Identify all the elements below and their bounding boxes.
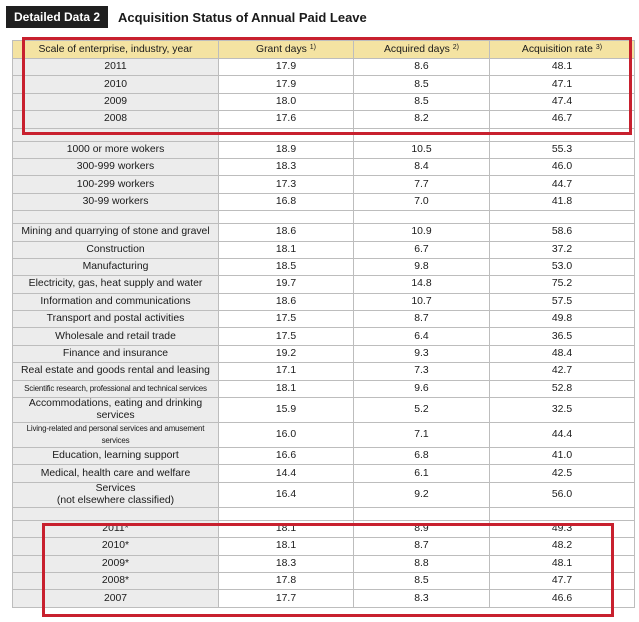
row-label: Scientific research, professional and technical services bbox=[13, 380, 219, 397]
row-label: Medical, health care and welfare bbox=[13, 465, 219, 482]
acquisition-rate-cell: 48.1 bbox=[490, 59, 635, 76]
acquired-days-cell: 7.0 bbox=[354, 193, 490, 210]
acquired-days-cell: 8.7 bbox=[354, 311, 490, 328]
spacer-row bbox=[13, 211, 635, 224]
table-row bbox=[13, 258, 635, 275]
grant-days-cell: 17.5 bbox=[219, 328, 354, 345]
grant-days-cell: 15.9 bbox=[219, 398, 354, 423]
acquired-days-cell: 7.1 bbox=[354, 423, 490, 448]
table-row bbox=[13, 363, 635, 380]
acquisition-rate-cell: 58.6 bbox=[490, 224, 635, 241]
column-header: Grant days $^{1)}$ bbox=[219, 41, 354, 59]
acquisition-rate-cell: 47.1 bbox=[490, 76, 635, 93]
row-label: 2011 bbox=[13, 59, 219, 76]
acquired-days-cell: 9.2 bbox=[354, 482, 490, 507]
table-row bbox=[13, 176, 635, 193]
acquired-days-cell: 8.5 bbox=[354, 572, 490, 589]
column-header: Acquisition rate $^{3)}$ bbox=[490, 41, 635, 59]
row-label: 2009* bbox=[13, 555, 219, 572]
acquired-days-cell: 8.6 bbox=[354, 59, 490, 76]
acquired-days-cell: 8.7 bbox=[354, 538, 490, 555]
acquisition-rate-cell: 48.4 bbox=[490, 345, 635, 362]
row-label: 2010* bbox=[13, 538, 219, 555]
acquired-days-cell: 10.9 bbox=[354, 224, 490, 241]
acquisition-rate-cell: 47.4 bbox=[490, 93, 635, 110]
grant-days-cell: 18.1 bbox=[219, 241, 354, 258]
row-label: Construction bbox=[13, 241, 219, 258]
acquired-days-cell: 10.7 bbox=[354, 293, 490, 310]
grant-days-cell: 18.0 bbox=[219, 93, 354, 110]
row-label: Transport and postal activities bbox=[13, 311, 219, 328]
grant-days-cell: 18.1 bbox=[219, 520, 354, 537]
row-label: Mining and quarrying of stone and gravel bbox=[13, 224, 219, 241]
acquired-days-cell: 6.4 bbox=[354, 328, 490, 345]
acquisition-rate-cell: 42.7 bbox=[490, 363, 635, 380]
row-label: 30-99 workers bbox=[13, 193, 219, 210]
acquired-days-cell: 14.8 bbox=[354, 276, 490, 293]
grant-days-cell: 17.1 bbox=[219, 363, 354, 380]
highlight-box-bottom bbox=[42, 523, 614, 617]
acquisition-rate-cell: 75.2 bbox=[490, 276, 635, 293]
column-header: Acquired days $^{2)}$ bbox=[354, 41, 490, 59]
row-label: 2009 bbox=[13, 93, 219, 110]
section-tag: Detailed Data 2 bbox=[6, 6, 108, 28]
acquired-days-cell: 9.6 bbox=[354, 380, 490, 397]
acquired-days-cell: 6.1 bbox=[354, 465, 490, 482]
row-label bbox=[13, 482, 219, 507]
row-label: 1000 or more wokers bbox=[13, 141, 219, 158]
acquisition-rate-cell: 44.7 bbox=[490, 176, 635, 193]
acquired-days-cell: 8.4 bbox=[354, 158, 490, 175]
grant-days-cell: 16.6 bbox=[219, 448, 354, 465]
row-label: Electricity, gas, heat supply and water bbox=[13, 276, 219, 293]
spacer-row bbox=[13, 507, 635, 520]
table-row bbox=[13, 328, 635, 345]
grant-days-cell: 16.8 bbox=[219, 193, 354, 210]
grant-days-cell: 17.9 bbox=[219, 76, 354, 93]
grant-days-cell: 17.7 bbox=[219, 590, 354, 607]
row-label: Wholesale and retail trade bbox=[13, 328, 219, 345]
acquisition-rate-cell: 48.2 bbox=[490, 538, 635, 555]
acquisition-rate-cell: 48.1 bbox=[490, 555, 635, 572]
acquired-days-cell: 8.9 bbox=[354, 520, 490, 537]
grant-days-cell: 18.3 bbox=[219, 555, 354, 572]
table-row bbox=[13, 293, 635, 310]
grant-days-cell: 18.6 bbox=[219, 224, 354, 241]
grant-days-cell: 18.5 bbox=[219, 258, 354, 275]
acquired-days-cell: 8.5 bbox=[354, 93, 490, 110]
page-title: Acquisition Status of Annual Paid Leave bbox=[118, 9, 367, 25]
table-row bbox=[13, 311, 635, 328]
row-label: 2007 bbox=[13, 590, 219, 607]
table-row bbox=[13, 141, 635, 158]
grant-days-cell: 18.1 bbox=[219, 538, 354, 555]
acquisition-rate-cell: 55.3 bbox=[490, 141, 635, 158]
grant-days-cell: 19.7 bbox=[219, 276, 354, 293]
table-row bbox=[13, 448, 635, 465]
row-label: Information and communications bbox=[13, 293, 219, 310]
row-label: 2008 bbox=[13, 111, 219, 128]
acquisition-rate-cell: 36.5 bbox=[490, 328, 635, 345]
row-label: 300-999 workers bbox=[13, 158, 219, 175]
row-label: 100-299 workers bbox=[13, 176, 219, 193]
table-row bbox=[13, 465, 635, 482]
acquired-days-cell: 5.2 bbox=[354, 398, 490, 423]
acquisition-rate-cell: 49.3 bbox=[490, 520, 635, 537]
grant-days-cell: 18.1 bbox=[219, 380, 354, 397]
grant-days-cell: 19.2 bbox=[219, 345, 354, 362]
acquisition-rate-cell: 46.6 bbox=[490, 590, 635, 607]
acquisition-rate-cell: 53.0 bbox=[490, 258, 635, 275]
acquired-days-cell: 6.7 bbox=[354, 241, 490, 258]
row-label: Manufacturing bbox=[13, 258, 219, 275]
table-row bbox=[13, 345, 635, 362]
acquisition-rate-cell: 46.0 bbox=[490, 158, 635, 175]
acquisition-rate-cell: 41.8 bbox=[490, 193, 635, 210]
acquisition-rate-cell: 44.4 bbox=[490, 423, 635, 448]
table-row bbox=[13, 276, 635, 293]
acquisition-rate-cell: 47.7 bbox=[490, 572, 635, 589]
row-label: Education, learning support bbox=[13, 448, 219, 465]
table-row bbox=[13, 241, 635, 258]
row-label-line: (not elsewhere classified) bbox=[56, 494, 175, 506]
row-label: 2008* bbox=[13, 572, 219, 589]
acquired-days-cell: 8.3 bbox=[354, 590, 490, 607]
table-row bbox=[13, 423, 635, 448]
column-header: Scale of enterprise, industry, year bbox=[13, 41, 219, 59]
table-row bbox=[13, 398, 635, 423]
table-row bbox=[13, 380, 635, 397]
highlight-box-top bbox=[22, 37, 632, 135]
acquired-days-cell: 6.8 bbox=[354, 448, 490, 465]
table-row bbox=[13, 224, 635, 241]
acquired-days-cell: 7.3 bbox=[354, 363, 490, 380]
acquired-days-cell: 8.5 bbox=[354, 76, 490, 93]
grant-days-cell: 17.5 bbox=[219, 311, 354, 328]
table-row bbox=[13, 158, 635, 175]
grant-days-cell: 16.4 bbox=[219, 482, 354, 507]
acquisition-rate-cell: 56.0 bbox=[490, 482, 635, 507]
row-label: Accommodations, eating and drinking services bbox=[13, 398, 219, 423]
acquired-days-cell: 8.8 bbox=[354, 555, 490, 572]
table-row bbox=[13, 482, 635, 507]
grant-days-cell: 17.9 bbox=[219, 59, 354, 76]
acquisition-rate-cell: 49.8 bbox=[490, 311, 635, 328]
grant-days-cell: 17.6 bbox=[219, 111, 354, 128]
acquired-days-cell: 10.5 bbox=[354, 141, 490, 158]
acquisition-rate-cell: 41.0 bbox=[490, 448, 635, 465]
acquisition-rate-cell: 32.5 bbox=[490, 398, 635, 423]
grant-days-cell: 18.9 bbox=[219, 141, 354, 158]
grant-days-cell: 18.3 bbox=[219, 158, 354, 175]
acquisition-rate-cell: 37.2 bbox=[490, 241, 635, 258]
section-header bbox=[6, 6, 367, 28]
grant-days-cell: 16.0 bbox=[219, 423, 354, 448]
row-label: Finance and insurance bbox=[13, 345, 219, 362]
acquisition-rate-cell: 42.5 bbox=[490, 465, 635, 482]
row-label: Real estate and goods rental and leasing bbox=[13, 363, 219, 380]
row-label: 2010 bbox=[13, 76, 219, 93]
acquired-days-cell: 7.7 bbox=[354, 176, 490, 193]
acquisition-rate-cell: 46.7 bbox=[490, 111, 635, 128]
acquisition-rate-cell: 57.5 bbox=[490, 293, 635, 310]
grant-days-cell: 17.8 bbox=[219, 572, 354, 589]
acquisition-rate-cell: 52.8 bbox=[490, 380, 635, 397]
grant-days-cell: 17.3 bbox=[219, 176, 354, 193]
grant-days-cell: 14.4 bbox=[219, 465, 354, 482]
acquired-days-cell: 9.8 bbox=[354, 258, 490, 275]
table-row bbox=[13, 193, 635, 210]
row-label: Living-related and personal services and amusement services bbox=[13, 423, 219, 448]
acquired-days-cell: 8.2 bbox=[354, 111, 490, 128]
acquired-days-cell: 9.3 bbox=[354, 345, 490, 362]
row-label-line: Services bbox=[95, 482, 136, 494]
row-label: 2011* bbox=[13, 520, 219, 537]
grant-days-cell: 18.6 bbox=[219, 293, 354, 310]
